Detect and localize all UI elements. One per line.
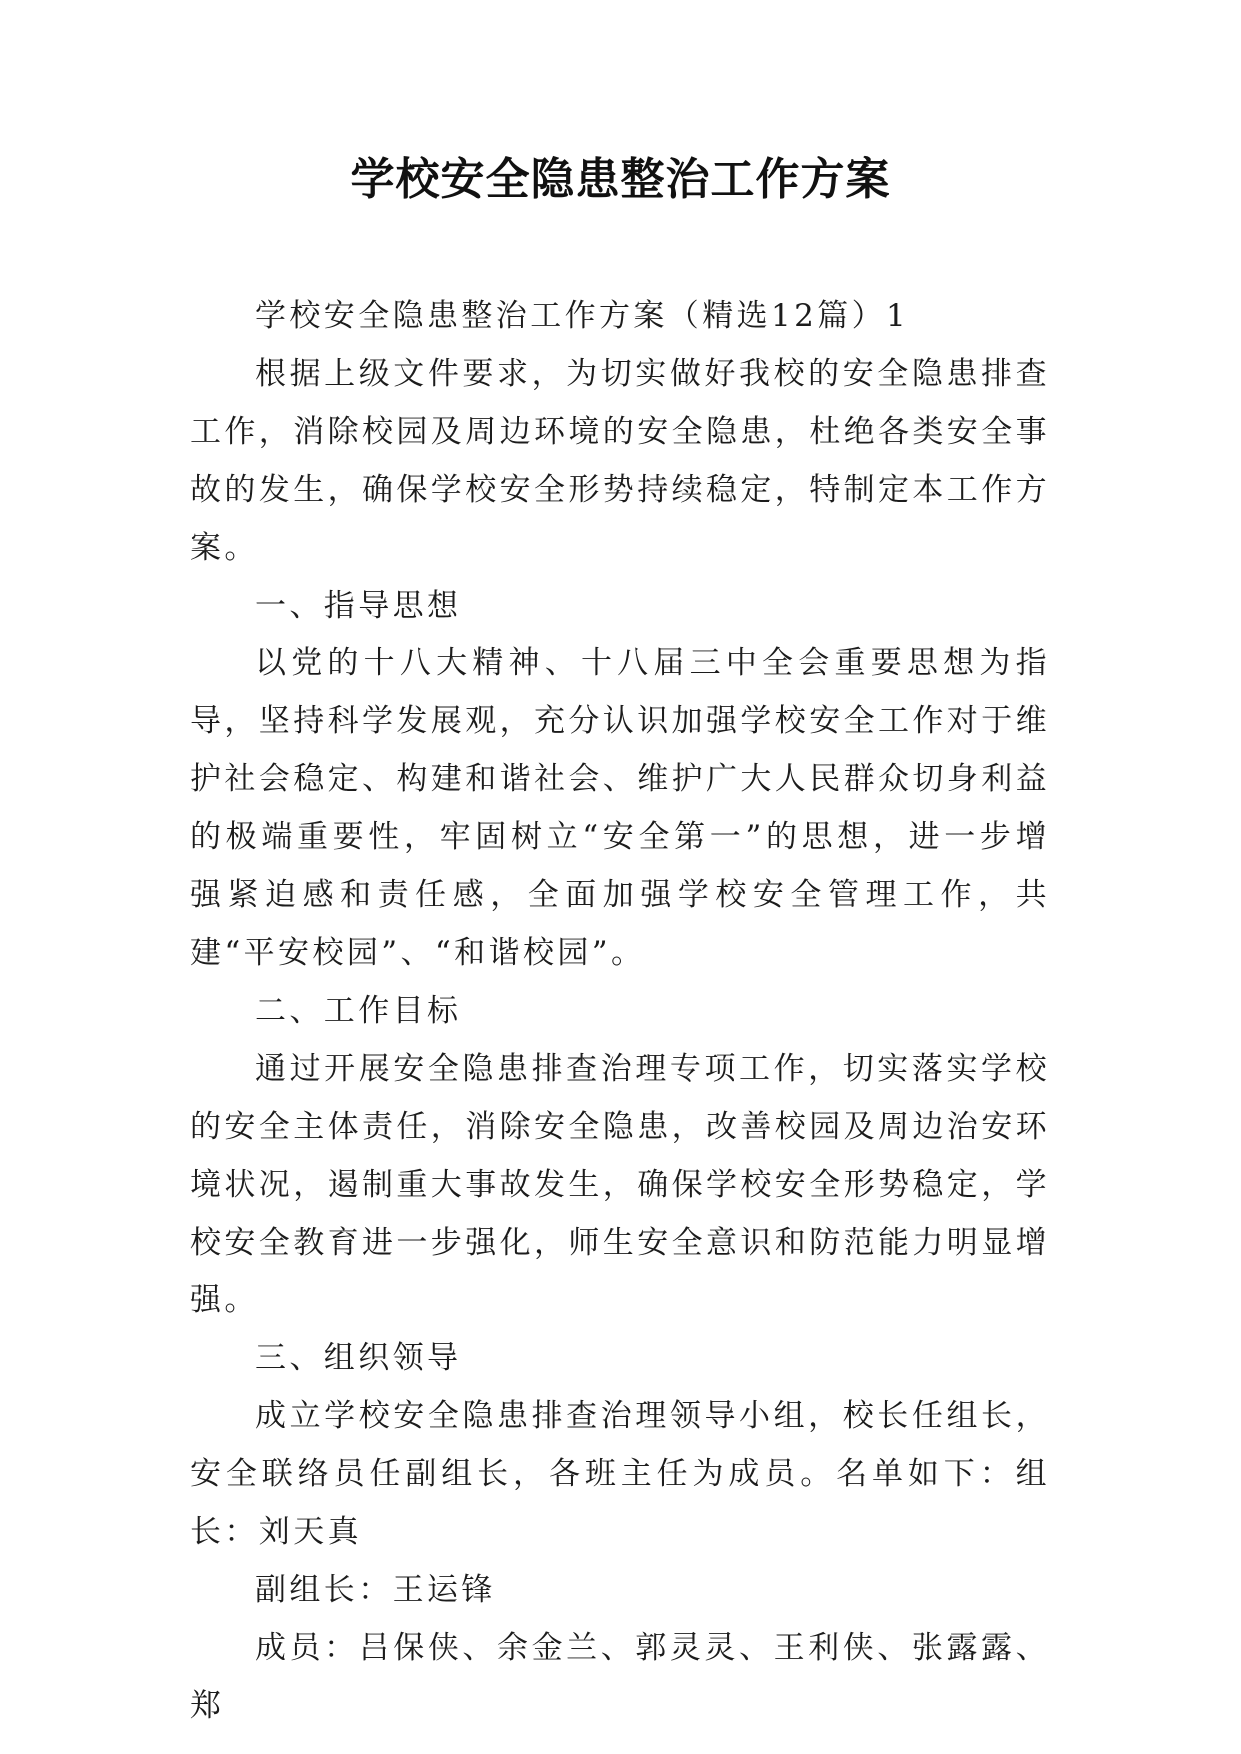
paragraph-intro: 根据上级文件要求，为切实做好我校的安全隐患排查工作，消除校园及周边环境的安全隐患，杜绝各类安全事故的发生，确保学校安全形势持续稳定，特制定本工作方案。 xyxy=(190,355,1050,566)
paragraph-members: 成员：吕保侠、余金兰、郭灵灵、王利侠、张露露、郑 xyxy=(190,1629,1050,1724)
paragraph-subtitle: 学校安全隐患整治工作方案（精选12篇）1 xyxy=(255,298,910,334)
paragraph-work-goals: 通过开展安全隐患排查治理专项工作，切实落实学校的安全主体责任，消除安全隐患，改善校园及周边治安环境状况，遏制重大事故发生，确保学校安全形势稳定，学校安全教育进一步强化，师生安全意识和防范能力明显增强。 xyxy=(190,1050,1050,1319)
document-title: 学校安全隐患整治工作方案 xyxy=(350,154,891,205)
document-body xyxy=(190,288,1050,1736)
section-heading-guiding-ideology: 一、指导思想 xyxy=(255,587,462,624)
paragraph-leadership: 成立学校安全隐患排查治理领导小组，校长任组长，安全联络员任副组长，各班主任为成员。名单如下：组长：刘天真 xyxy=(190,1398,1050,1551)
section-heading-work-goals: 二、工作目标 xyxy=(255,992,462,1029)
section-heading-leadership: 三、组织领导 xyxy=(255,1340,462,1377)
paragraph-deputy-leader: 副组长：王运锋 xyxy=(255,1571,496,1608)
paragraph-guiding-ideology: 以党的十八大精神、十八届三中全会重要思想为指导，坚持科学发展观，充分认识加强学校安全工作对于维护社会稳定、构建和谐社会、维护广大人民群众切身利益的极端重要性，牢固树立“安全第一”的思想，进一步增强紧迫感和责任感，全面加强学校安全管理工作，共建“平安校园”、“和谐校园”。 xyxy=(190,645,1050,971)
